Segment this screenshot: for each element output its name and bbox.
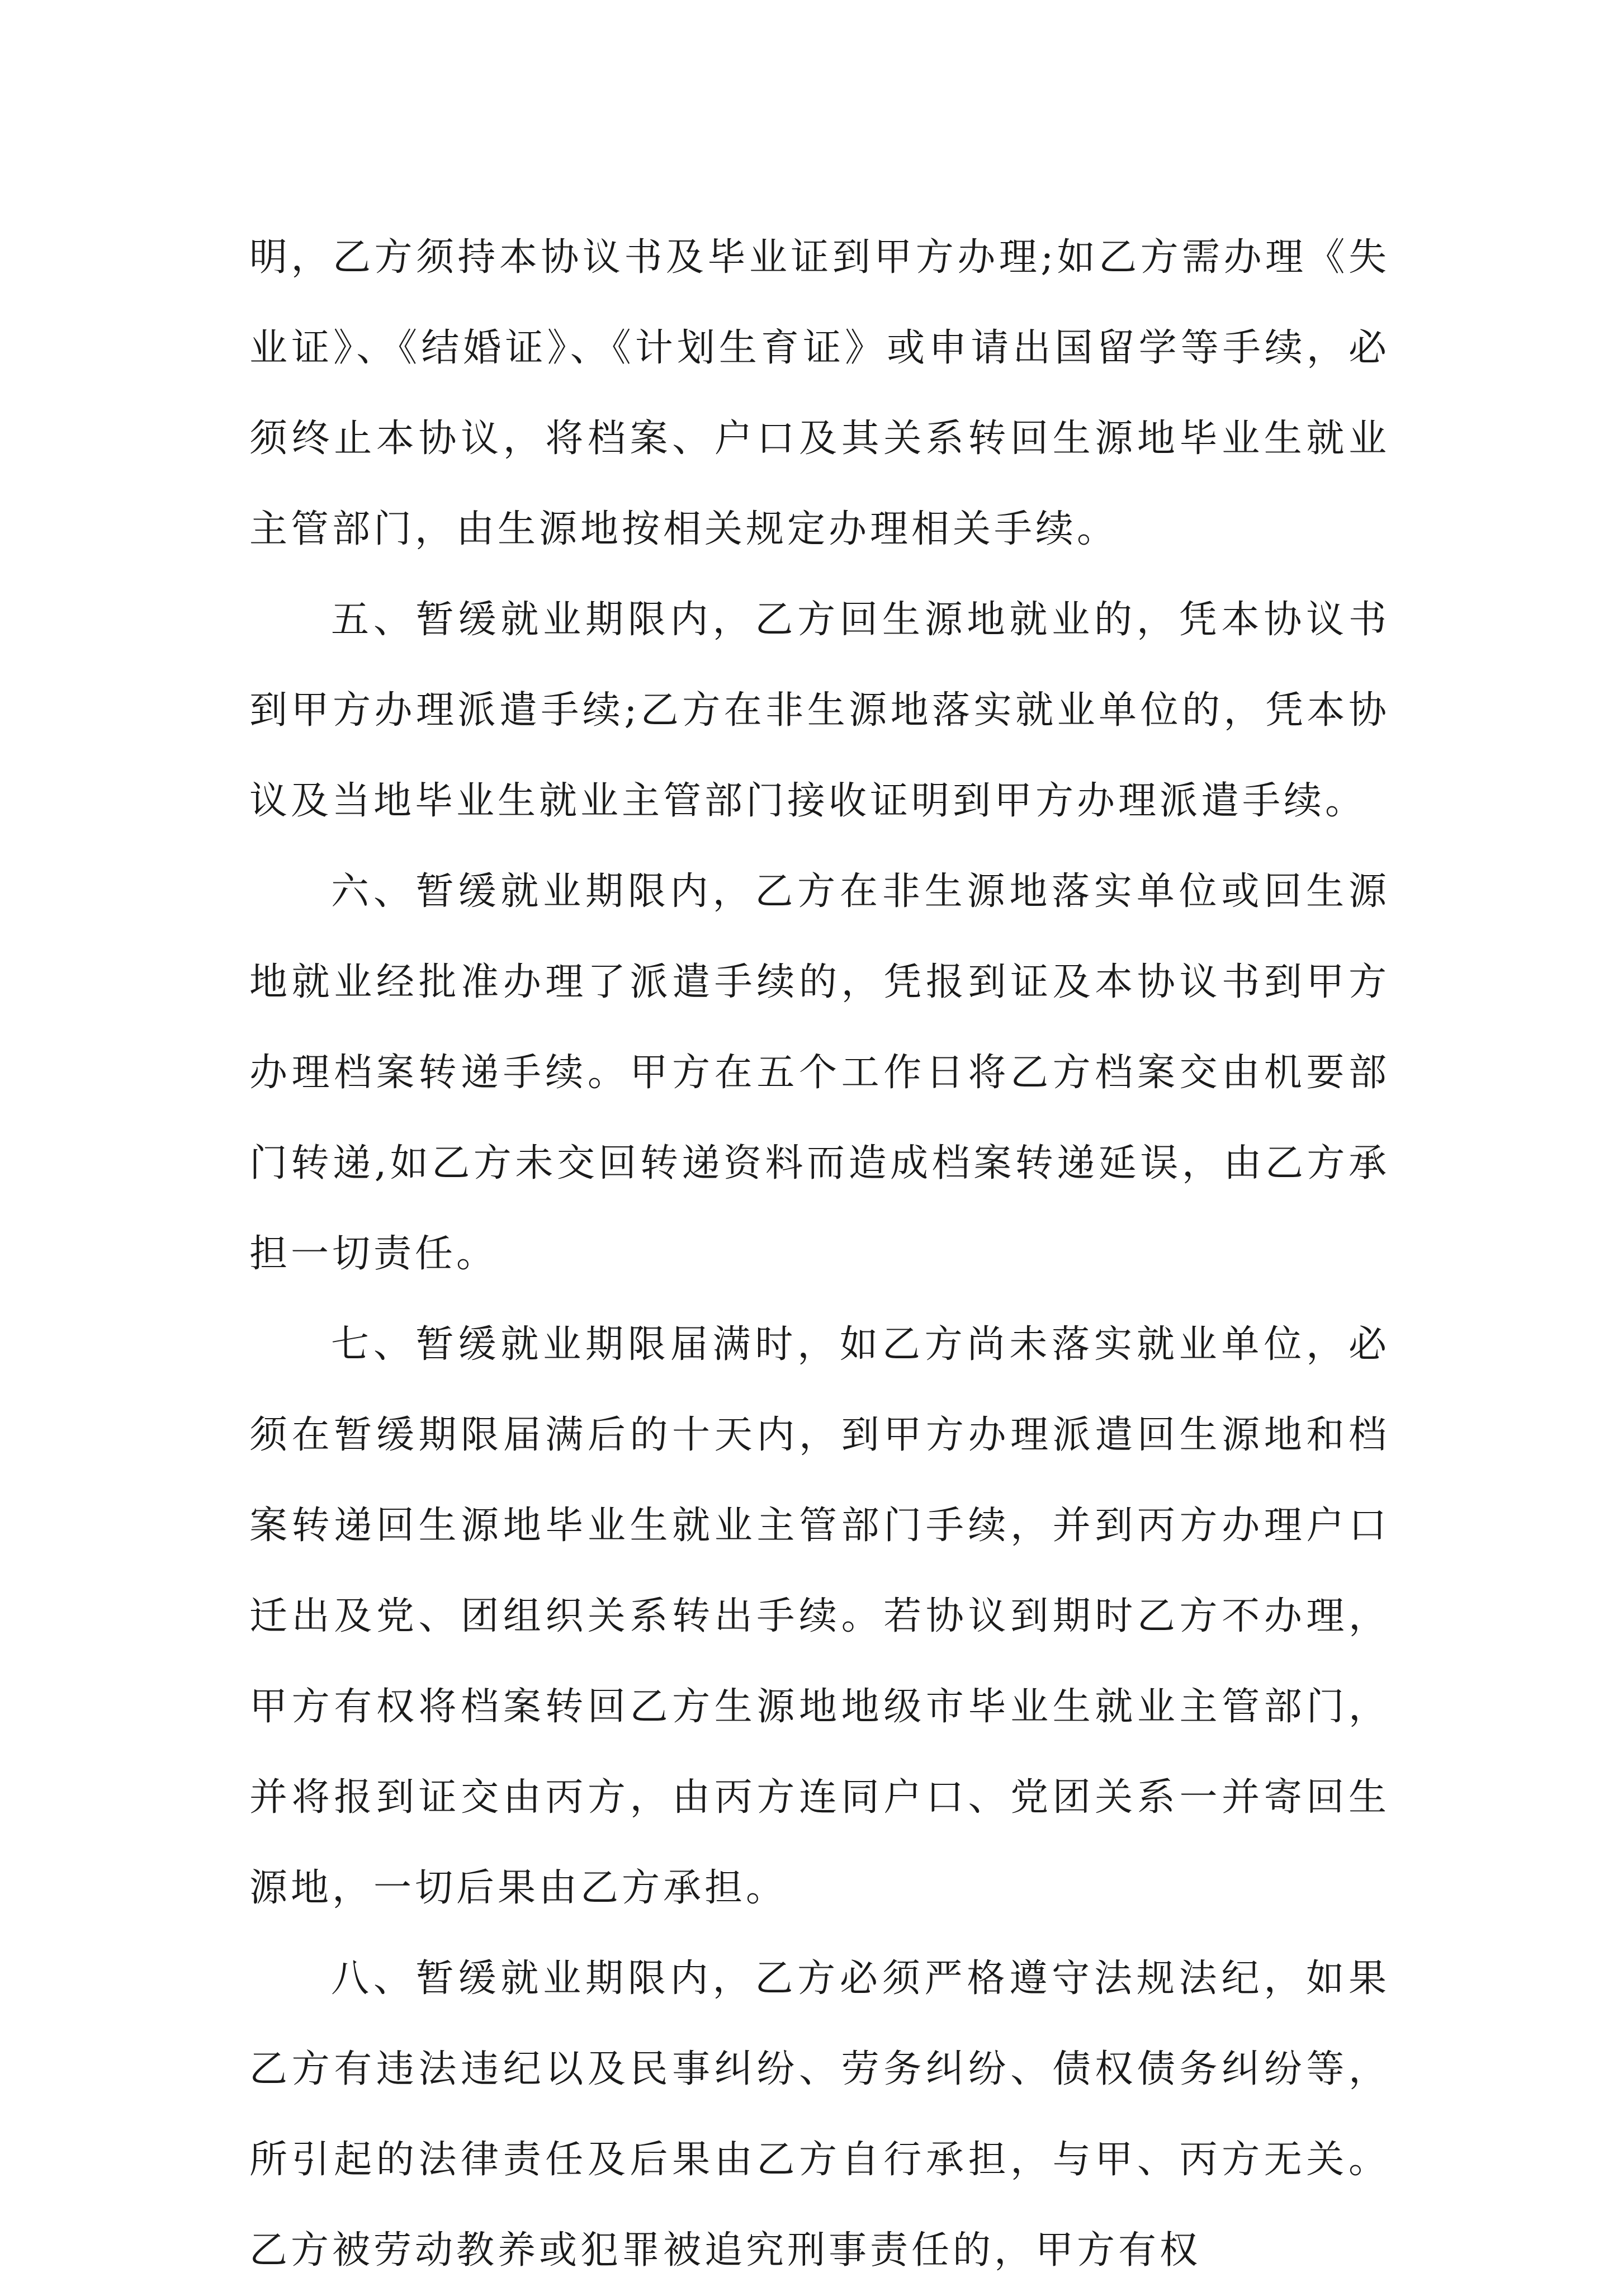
paragraph-continuation: 明，乙方须持本协议书及毕业证到甲方办理;如乙方需办理《失业证》、《结婚证》、《计划生育证》或申请出国留学等手续，必须终止本协议，将档案、户口及其关系转回生源地毕业生就业主管部门，由生源地按相关规定办理相关手续。	[249, 235, 1390, 551]
paragraph-clause-8: 八、暂缓就业期限内，乙方必须严格遵守法规法纪，如果乙方有违法违纪以及民事纠纷、劳务纠纷、债权债务纠纷等，所引起的法律责任及后果由乙方自行承担，与甲、丙方无关。乙方被劳动教养或犯罪被追究刑事责任的，甲方有权	[249, 1957, 1390, 2273]
document-body	[249, 212, 1390, 2296]
paragraph-clause-7: 七、暂缓就业期限届满时，如乙方尚未落实就业单位，必须在暂缓期限届满后的十天内，到甲方办理派遣回生源地和档案转递回生源地毕业生就业主管部门手续，并到丙方办理户口迁出及党、团组织关系转出手续。若协议到期时乙方不办理，甲方有权将档案转回乙方生源地地级市毕业生就业主管部门，并将报到证交由丙方，由丙方连同户口、党团关系一并寄回生源地，一切后果由乙方承担。	[249, 1322, 1390, 1910]
paragraph-clause-5: 五、暂缓就业期限内，乙方回生源地就业的，凭本协议书到甲方办理派遣手续;乙方在非生源地落实就业单位的，凭本协议及当地毕业生就业主管部门接收证明到甲方办理派遣手续。	[249, 598, 1390, 823]
paragraph-clause-6: 六、暂缓就业期限内，乙方在非生源地落实单位或回生源地就业经批准办理了派遣手续的，凭报到证及本协议书到甲方办理档案转递手续。甲方在五个工作日将乙方档案交由机要部门转递,如乙方未交回转递资料而造成档案转递延误，由乙方承担一切责任。	[249, 870, 1390, 1276]
